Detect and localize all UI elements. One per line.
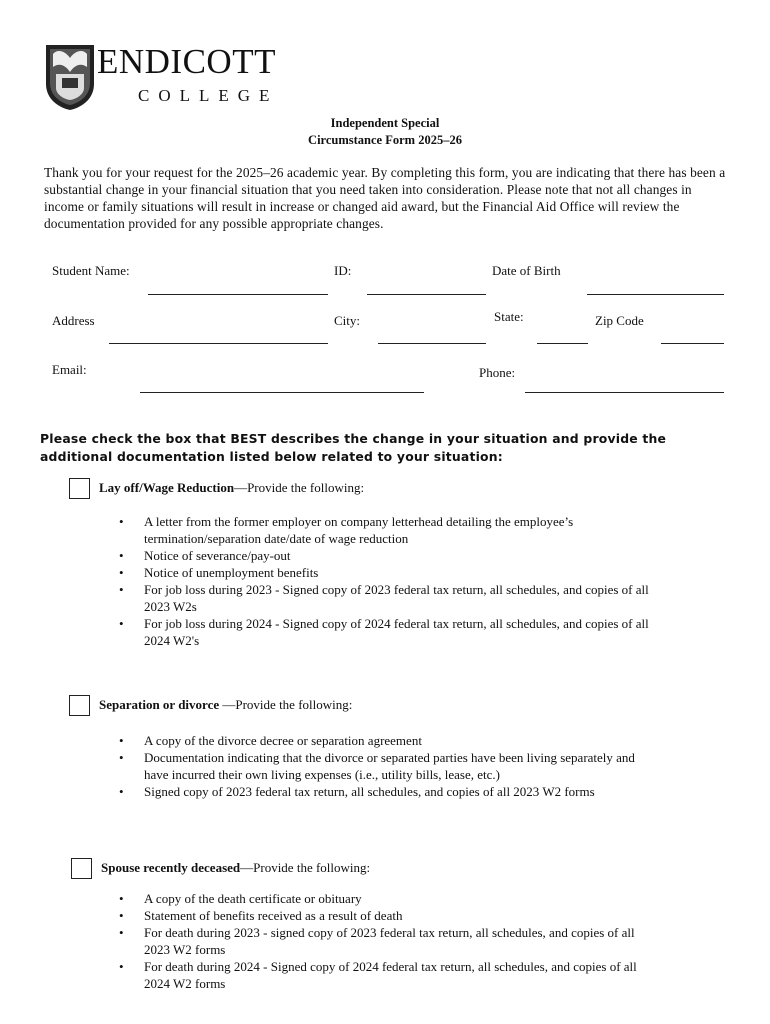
- dob-field[interactable]: [587, 294, 724, 295]
- list-item: • Notice of severance/pay-out: [117, 547, 657, 564]
- id-label: ID:: [334, 263, 352, 278]
- list-item: • For job loss during 2023 - Signed copy of 2023 federal tax return, all schedules, and copies of all 2023 W2s: [117, 581, 657, 615]
- list-item: • A letter from the former employer on company letterhead detailing the employee’s termination/separation date/date of wage reduction: [117, 513, 657, 547]
- list-item: • A copy of the death certificate or obituary: [117, 890, 657, 907]
- email-field[interactable]: [140, 392, 424, 393]
- list-item: • For job loss during 2024 - Signed copy of 2024 federal tax return, all schedules, and copies of all 2024 W2's: [117, 615, 657, 649]
- spouse-deceased-checkbox[interactable]: [71, 858, 92, 879]
- list-item: • Signed copy of 2023 federal tax return, all schedules, and copies of all 2023 W2 forms: [117, 783, 657, 800]
- list-item: • A copy of the divorce decree or separation agreement: [117, 732, 657, 749]
- divorce-checkbox[interactable]: [69, 695, 90, 716]
- phone-label: Phone:: [479, 365, 516, 380]
- city-label: City:: [334, 313, 361, 328]
- spouse-deceased-option-suffix: —Provide the following:: [240, 860, 371, 875]
- phone-field[interactable]: [525, 392, 724, 393]
- state-field[interactable]: [537, 343, 588, 344]
- list-item: • Documentation indicating that the divorce or separated parties have been living separately and have incurred their own living expenses (i.e., utility bills, lease, etc.): [117, 749, 657, 783]
- intro-paragraph: Thank you for your request for the 2025–26 academic year. By completing this form, you are indicating that there has been a substantial change in your financial situation that you need taken into consideration. Please note that not all changes in income or family situations will result in increase or changed aid award, but the Financial Aid Office will review the documentation provided for any possible appropriate changes.: [44, 165, 726, 231]
- city-field[interactable]: [378, 343, 486, 344]
- layoff-checkbox[interactable]: [69, 478, 90, 499]
- layoff-documents-list: [117, 513, 657, 649]
- logo-wordmark: ENDICOTT: [97, 42, 276, 81]
- zip-field[interactable]: [661, 343, 724, 344]
- divorce-documents-list: [117, 732, 657, 800]
- id-field[interactable]: [367, 294, 486, 295]
- divorce-option-title: Separation or divorce: [99, 697, 220, 712]
- list-item: • Statement of benefits received as a result of death: [117, 907, 657, 924]
- student-name-field[interactable]: [148, 294, 328, 295]
- address-field[interactable]: [109, 343, 328, 344]
- form-title-line-2: Circumstance Form 2025–26: [308, 133, 462, 147]
- zip-label: Zip Code: [595, 313, 644, 328]
- spouse-deceased-documents-list: [117, 890, 657, 992]
- student-name-label: Student Name:: [52, 263, 130, 278]
- divorce-option-heading: [99, 698, 352, 711]
- divorce-option-suffix: —Provide the following:: [219, 697, 353, 712]
- layoff-option-heading: [99, 481, 364, 494]
- shield-crest-icon: [46, 45, 94, 110]
- dob-label: Date of Birth: [492, 263, 561, 278]
- spouse-deceased-option-heading: [101, 861, 370, 874]
- email-label: Email:: [52, 362, 87, 377]
- form-title-line-1: Independent Special: [330, 116, 440, 130]
- address-label: Address: [52, 313, 95, 328]
- layoff-option-title: Lay off/Wage Reduction: [99, 480, 235, 495]
- instructions-heading: Please check the box that BEST describes the change in your situation and provide the additional documentation listed below related to your situation:: [40, 431, 667, 464]
- list-item: • For death during 2024 - Signed copy of 2024 federal tax return, all schedules, and copies of all 2024 W2 forms: [117, 958, 657, 992]
- spouse-deceased-option-title: Spouse recently deceased: [101, 860, 241, 875]
- list-item: • For death during 2023 - signed copy of 2023 federal tax return, all schedules, and copies of all 2023 W2 forms: [117, 924, 657, 958]
- state-label: State:: [494, 309, 524, 324]
- layoff-option-suffix: —Provide the following:: [234, 480, 365, 495]
- logo-subtitle: COLLEGE: [138, 86, 279, 105]
- list-item: • Notice of unemployment benefits: [117, 564, 657, 581]
